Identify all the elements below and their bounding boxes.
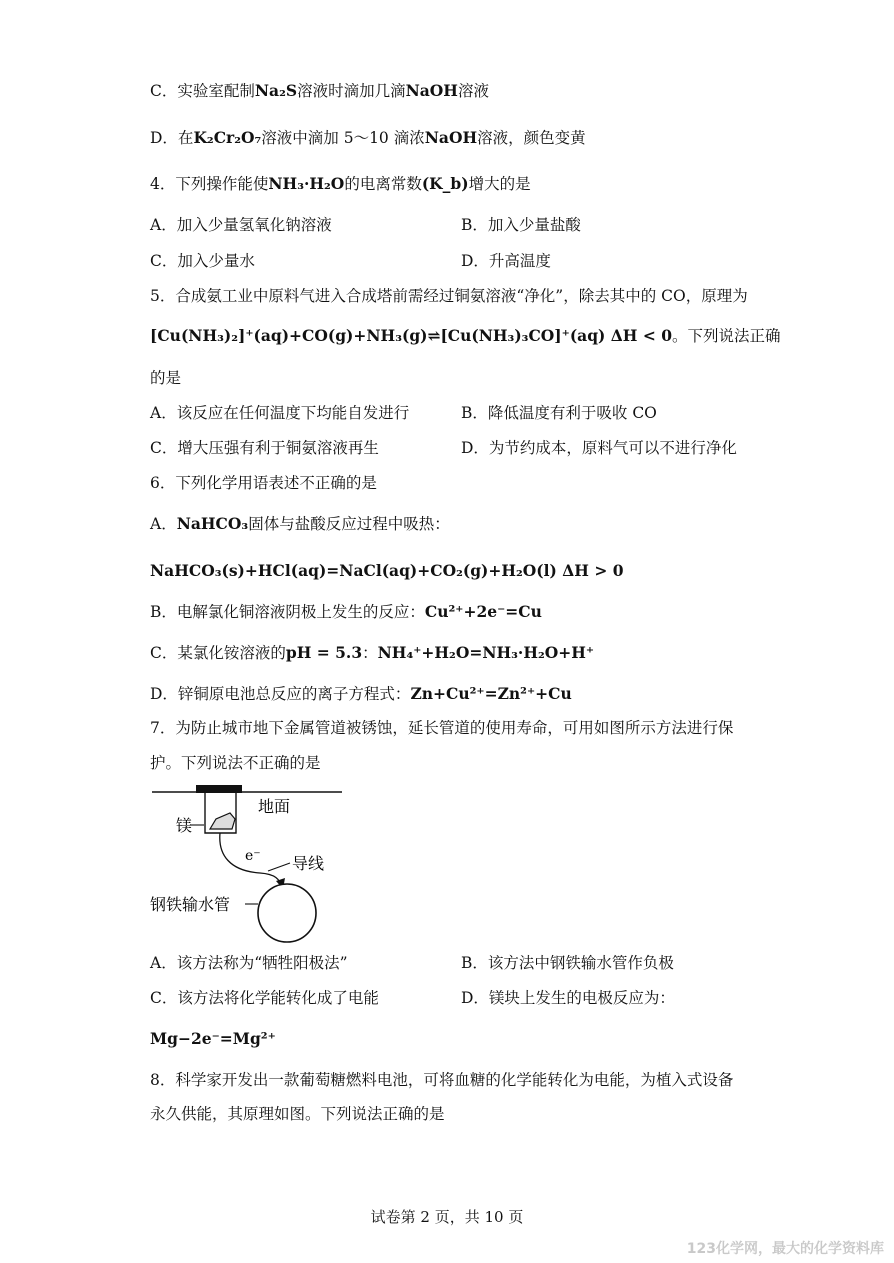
formula-naoh: NaOH: [405, 81, 458, 100]
label-magnesium: 镁: [176, 816, 193, 835]
q6-option-b: B．电解氯化铜溶液阴极上发生的反应：Cu²⁺+2e⁻=Cu: [150, 602, 542, 621]
q5-equation-line: [Cu(NH₃)₂]⁺(aq)+CO(g)+NH₃(g)⇌[Cu(NH₃)₃CO]⁺(aq) ΔH < 0。下列说法正确: [150, 326, 781, 345]
ph-value: pH = 5.3: [285, 643, 363, 662]
q8-stem: 8．科学家开发出一款葡萄糖燃料电池，可将血糖的化学能转化为电能，为植入式设备: [150, 1071, 734, 1089]
page-footer: 试卷第 2 页，共 10 页: [370, 1208, 524, 1226]
label-wire: 导线: [292, 854, 325, 873]
q7-option-b: B．该方法中钢铁输水管作负极: [461, 954, 674, 972]
q7-option-d: D．镁块上发生的电极反应为：: [461, 989, 675, 1007]
q7-option-a: A．该方法称为“牺牲阳极法”: [150, 954, 348, 972]
q4-option-d: D．升高温度: [461, 252, 551, 270]
formula-nh3-h2o: NH₃·H₂O: [268, 174, 345, 193]
q7-stem: 7．为防止城市地下金属管道被锈蚀，延长管道的使用寿命，可用如图所示方法进行保: [150, 719, 734, 737]
label-pipe: 钢铁输水管: [150, 895, 231, 914]
wire-leader: [268, 863, 290, 871]
watermark: 123化学网，最大的化学资料库: [686, 1241, 884, 1257]
q4-option-b: B．加入少量盐酸: [461, 216, 581, 234]
q6-option-a: A．NaHCO₃固体与盐酸反应过程中吸热：: [150, 514, 450, 533]
q4-option-c: C．加入少量水: [150, 252, 255, 270]
symbol-kb: (K_b): [421, 174, 469, 193]
q8-stem-cont: 永久供能，其原理如图。下列说法正确的是: [150, 1105, 445, 1123]
magnesium-block: [210, 813, 235, 829]
equation-mg-oxidation: Mg−2e⁻=Mg²⁺: [150, 1029, 276, 1048]
q6-stem: 6．下列化学用语表述不正确的是: [150, 474, 377, 492]
label-electron: e⁻: [245, 848, 261, 864]
q7-option-d-equation: [150, 1028, 276, 1050]
q7-stem-cont: 护。下列说法不正确的是: [150, 754, 321, 772]
q6-option-c: C．某氯化铵溶液的pH = 5.3：NH₄⁺+H₂O=NH₃·H₂O+H⁺: [150, 643, 595, 662]
ground-cap: [196, 785, 242, 793]
q5-equation: [Cu(NH₃)₂]⁺(aq)+CO(g)+NH₃(g)⇌[Cu(NH₃)₃CO]⁺(aq) ΔH < 0: [150, 326, 673, 345]
q7-option-c: C．该方法将化学能转化成了电能: [150, 989, 379, 1007]
label-ground: 地面: [258, 797, 291, 816]
q4-option-a: A．加入少量氢氧化钠溶液: [150, 216, 332, 234]
sacrificial-anode-diagram: [150, 783, 350, 943]
steel-pipe: [258, 884, 316, 942]
q6-option-a-equation: [150, 560, 623, 582]
formula-na2s: Na₂S: [254, 81, 298, 100]
q5-stem: 5．合成氨工业中原料气进入合成塔前需经过铜氨溶液“净化”，除去其中的 CO，原理为: [150, 287, 748, 305]
q6-option-d: D．锌铜原电池总反应的离子方程式：Zn+Cu²⁺=Zn²⁺+Cu: [150, 684, 572, 703]
q5-option-d: D．为节约成本，原料气可以不进行净化: [461, 439, 737, 457]
q5-stem-end: 的是: [150, 369, 182, 387]
equation-cu-reduction: Cu²⁺+2e⁻=Cu: [424, 602, 542, 621]
formula-naoh: NaOH: [424, 128, 478, 147]
equation-zn-cu: Zn+Cu²⁺=Zn²⁺+Cu: [410, 684, 572, 703]
q5-option-a: A．该反应在任何温度下均能自发进行: [150, 404, 410, 422]
q3-option-c: C．实验室配制Na₂S溶液时滴加几滴NaOH溶液: [150, 81, 489, 100]
q4-stem: 4．下列操作能使NH₃·H₂O的电离常数(K_b)增大的是: [150, 174, 531, 193]
q5-option-c: C．增大压强有利于铜氨溶液再生: [150, 439, 379, 457]
formula-nahco3: NaHCO₃: [176, 514, 249, 533]
equation-nh4-hydrolysis: NH₄⁺+H₂O=NH₃·H₂O+H⁺: [377, 643, 595, 662]
equation-nahco3-hcl: NaHCO₃(s)+HCl(aq)=NaCl(aq)+CO₂(g)+H₂O(l) ΔH > 0: [150, 561, 624, 580]
q3-option-d: D．在K₂Cr₂O₇溶液中滴加 5～10 滴浓NaOH溶液，颜色变黄: [150, 128, 586, 147]
formula-k2cr2o7: K₂Cr₂O₇: [193, 128, 262, 147]
q5-option-b: B．降低温度有利于吸收 CO: [461, 404, 657, 422]
